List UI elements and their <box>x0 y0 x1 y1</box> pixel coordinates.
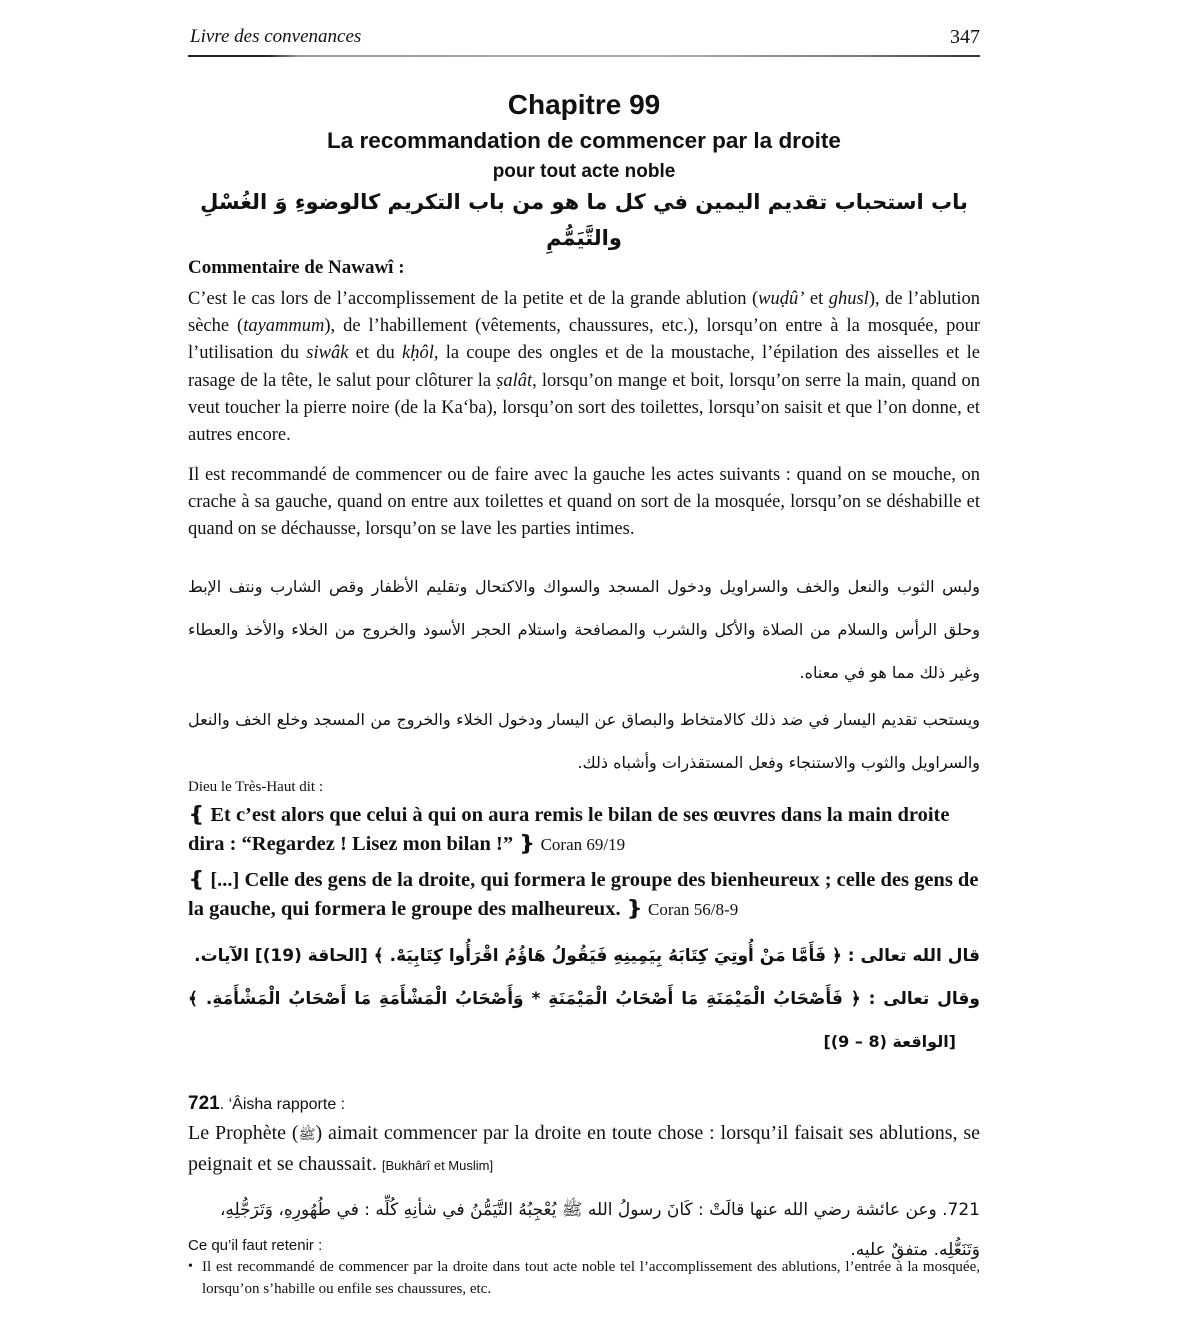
verse-reference: Coran 56/8-9 <box>648 900 739 919</box>
takeaway-text: Il est recommandé de commencer par la droite dans tout acte noble tel l’accomplissement des ablutions, l’entrée à la mosquée, lorsqu’on s’habille ou enfile ses chaussures, etc. <box>202 1259 980 1297</box>
italic-term: siwâk <box>306 343 349 364</box>
takeaway-item <box>188 1256 980 1300</box>
verse-close-bracket: ❵ <box>518 833 536 855</box>
italic-term: ṣalât <box>496 370 533 391</box>
quran-intro: Dieu le Très-Haut dit : <box>188 779 323 795</box>
italic-term: wuḍû’ <box>758 289 805 309</box>
chapter-number: Chapitre 99 <box>507 89 661 120</box>
paragraph-text: C’est le cas lors de l’accomplissement de la petite et de la grande ablution ( <box>188 289 759 309</box>
page-number: 347 <box>950 26 980 48</box>
commentary-label: Commentaire de Nawawî : <box>188 257 405 278</box>
italic-term: tayammum <box>243 316 325 337</box>
running-head <box>188 24 980 54</box>
hadith-arabic: 721. وعن عائشة رضي الله عنها قالَتْ : كَانَ رسولُ الله ﷺ يُعْجِبُهُ التَّيَمُّنُ في شأنِهِ كُلِّه : في طُهُورِهِ، وَتَرَجُّلِهِ، وَتَنَعُّلِه. متفقٌ عليه. <box>219 1200 980 1260</box>
commentary-paragraph-1 <box>188 286 980 449</box>
verse-close-bracket: ❵ <box>625 898 643 920</box>
verse-text: Et c’est alors que celui à qui on aura remis le bilan de ses œuvres dans la main droite dira : “Regardez ! Lisez mon bilan !” <box>188 804 950 855</box>
running-head-title: Livre des convenances <box>190 26 362 47</box>
paragraph-text: et <box>804 289 829 309</box>
verse-reference: Coran 69/19 <box>540 835 626 854</box>
italic-term: kḥôl <box>401 343 434 364</box>
hadith-text <box>188 1119 980 1180</box>
quran-verse-2 <box>188 866 980 924</box>
bullet-icon: • <box>188 1259 193 1274</box>
arabic-commentary-paragraph-2: ويستحب تقديم اليسار في ضد ذلك كالامتخاط والبصاق عن اليسار ودخول الخلاء والخروج من المسجد وخلع الخف والنعل والسراويل والثوب والاستنجاء وفعل المستقذرات وأشباه ذلك. <box>188 710 980 772</box>
arabic-quran-verse-2-reference: [الواقعة (8 – 9)] <box>823 1032 956 1051</box>
takeaways-label: Ce qu’il faut retenir : <box>188 1237 323 1254</box>
hadith-number: 721 <box>188 1093 220 1114</box>
takeaways-list <box>188 1256 980 1300</box>
hadith-source: [Bukhârî et Muslim] <box>381 1158 494 1173</box>
italic-term: ghusl <box>828 289 869 309</box>
hadith-text-part: ) aimait commencer par la droite en toute chose : lorsqu’il faisait ses ablutions, se peignait et se chaussait. <box>188 1122 980 1175</box>
chapter-arabic-title: باب استحباب تقديم اليمين في كل ما هو من باب التكريم كالوضوءِ وَ الغُسْلِ والتَّيَمُّمِ <box>200 190 968 250</box>
hadith-heading <box>188 1092 980 1117</box>
arabic-commentary-paragraph-1: ولبس الثوب والنعل والخف والسراويل ودخول المسجد والسواك والاكتحال وتقليم الأظفار وقص الشارب ونتف الإبط وحلق الرأس والسلام من الصلاة والأكل والشرب والمصافحة واستلام الحجر الأسود والخروج من الخلاء والأخذ والعطاء وغير ذلك مما هو في معناه. <box>188 577 980 682</box>
verse-text: [...] Celle des gens de la droite, qui formera le groupe des bienheureux ; celle des gens de la gauche, qui formera le groupe des malheureux. <box>188 869 979 920</box>
chapter-heading <box>188 88 980 256</box>
verse-open-bracket: ❴ <box>188 869 206 891</box>
arabic-quran-verse-2: وقال تعالى : ﴿ فَأَصْحَابُ الْمَيْمَنَةِ مَا أَصْحَابُ الْمَيْمَنَةِ * وَأَصْحَابُ الْمَشْأَمَةِ مَا أَصْحَابُ الْمَشْأَمَةِ. ﴾ <box>188 989 980 1009</box>
arabic-quran-verse-1: قال الله تعالى : ﴿ فَأَمَّا مَنْ أُوتِيَ كِتَابَهُ بِيَمِينِهِ فَيَقُولُ هَاؤُمُ اقْرَأُوا كِتَابِيَهْ. ﴾ [الحاقة (19)] الآيات. <box>194 946 980 966</box>
verse-open-bracket: ❴ <box>188 804 206 826</box>
paragraph-text: ), de l’ablution sèche ( <box>188 289 980 337</box>
quran-verse-1 <box>188 801 980 859</box>
paragraph-text: , lorsqu’on mange et boit, lorsqu’on serre la main, quand on veut toucher la pierre noire (de la Ka‘ba), lorsqu’on sort des toilettes, lorsqu’on saisit et que l’on donne, et autres encore. <box>188 370 981 446</box>
commentary-paragraph-2: Il est recommandé de commencer ou de faire avec la gauche les actes suivants : quand on se mouche, on crache à sa gauche, quand on entre aux toilettes et quand on sort de la mosquée, lorsqu’on se déshabille et quand on se déchausse, lorsqu’on se lave les parties intimes. <box>188 465 980 540</box>
honorific-glyph: ﷺ <box>298 1127 316 1143</box>
header-rule <box>188 55 980 57</box>
hadith-narrator: . ‘Âisha rapporte : <box>219 1096 346 1113</box>
chapter-title: La recommandation de commencer par la droite <box>327 128 841 153</box>
paragraph-text: et du <box>348 343 402 364</box>
chapter-subtitle: pour tout acte noble <box>492 161 676 182</box>
hadith-text-part: Le Prophète ( <box>188 1122 299 1144</box>
paragraph-text: ), de l’habillement (vêtements, chaussures, etc.), lorsqu’on entre à la mosquée, pour l’utilisation du <box>188 316 980 364</box>
paragraph-text: , la coupe des ongles et de la moustache, l’épilation des aisselles et le rasage de la tête, le salut pour clôturer la <box>188 343 980 391</box>
